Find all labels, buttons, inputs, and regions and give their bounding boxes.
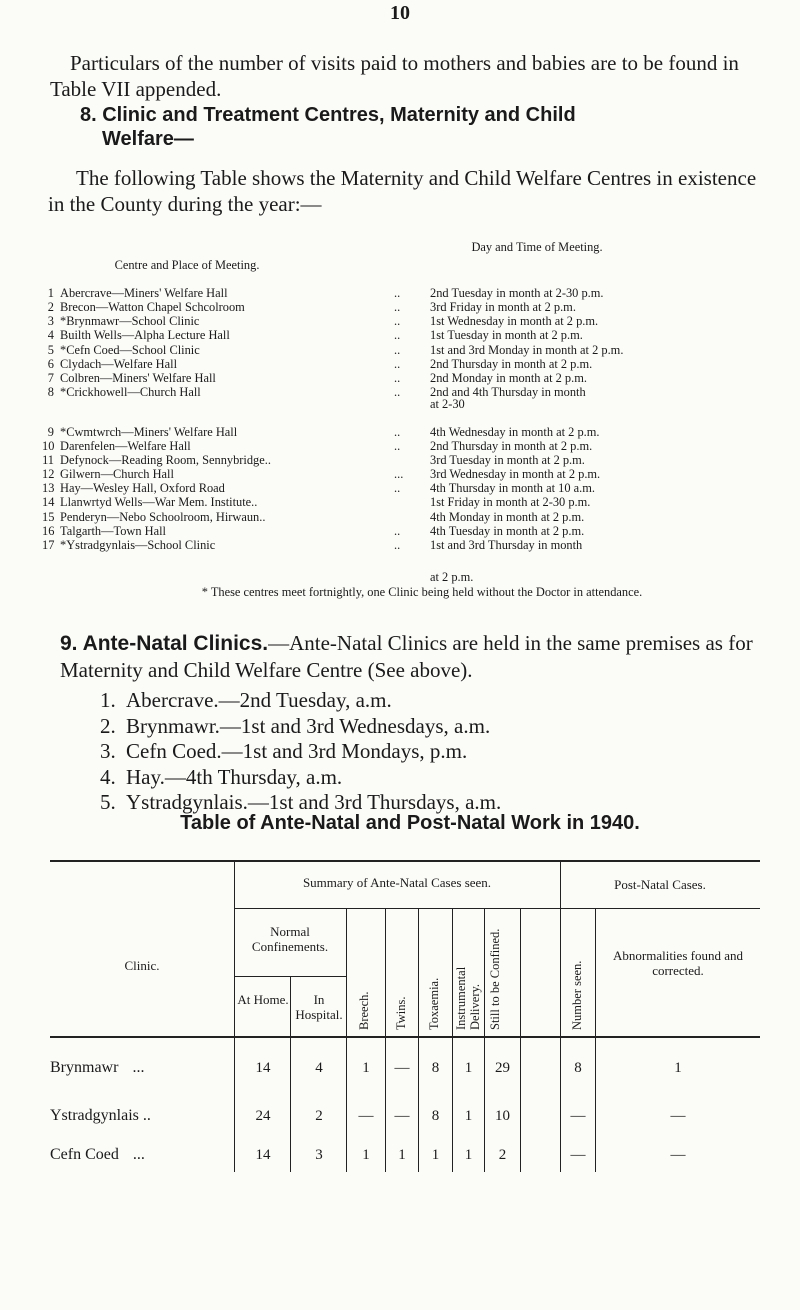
table-cell-instrumental: 1 [464,1108,473,1124]
schedule-place: Abercrave—Miners' Welfare Hall [60,286,228,300]
schedule-dots: .. [394,300,401,314]
schedule-row [42,328,762,343]
list-text: Ystradgynlais.—1st and 3rd Thursdays, a.m. [126,790,502,815]
schedule-place: *Brynmawr—School Clinic [60,314,200,328]
schedule-time: 3rd Friday in month at 2 p.m. [430,300,576,314]
section-8-heading [80,103,576,151]
schedule-time: 4th Monday in month at 2 p.m. [430,510,585,524]
table-cell-hospital: 3 [315,1147,323,1163]
table-cell-twins: 1 [398,1147,406,1163]
list-text: Hay.—4th Thursday, a.m. [126,764,343,789]
table-cell-breech: 1 [362,1147,370,1163]
clinic-name: Cefn Coed [50,1146,119,1163]
table-cell-still: 10 [495,1108,510,1124]
schedule-time: 1st Tuesday in month at 2 p.m. [430,328,583,342]
schedule-place: Darenfelen—Welfare Hall [60,439,191,453]
schedule-num: 16 [42,524,55,538]
schedule-time: 2nd Thursday in month at 2 p.m. [430,439,593,453]
schedule-place: Clydach—Welfare Hall [60,357,178,371]
header-breech: Breech. [357,991,371,1030]
header-instrumental-delivery: Instrumental Delivery. [454,966,482,1030]
schedule-row [42,439,762,454]
schedule-time: 4th Tuesday in month at 2 p.m. [430,524,585,538]
schedule-place: *Crickhowell—Church Hall [60,385,201,399]
ante-natal-list-item [100,714,501,740]
table-row-clinic [50,1146,145,1164]
list-number: 5. [100,790,116,815]
schedule-row [42,357,762,372]
table-row-clinic [50,1059,144,1077]
table-cell-home: 24 [255,1108,271,1124]
schedule-time: 4th Thursday in month at 10 a.m. [430,481,595,495]
header-twins: Twins. [394,996,408,1030]
table-cell-toxaemia: 8 [431,1108,440,1124]
schedule-row [42,343,762,358]
schedule-place: Hay—Wesley Hall, Oxford Road [60,481,225,495]
schedule-time: 2nd Tuesday in month at 2-30 p.m. [430,286,604,300]
schedule-place: *Cefn Coed—School Clinic [60,343,200,357]
table-cell-number: 8 [574,1060,582,1076]
list-number: 4. [100,764,116,789]
header-abnormalities: Abnormalities found and corrected. [613,948,743,978]
schedule-row [42,453,762,468]
section-9-heading: 9. Ante-Natal Clinics. [60,632,269,655]
header-in-hospital: In Hospital. [295,992,343,1022]
clinic-name: Brynmawr [50,1059,119,1076]
schedule-place: Defynock—Reading Room, Sennybridge.. [60,453,271,467]
header-ante-group: Summary of Ante-Natal Cases seen. [302,875,492,890]
schedule-time: 1st and 3rd Monday in month at 2 p.m. [430,343,624,357]
list-number: 3. [100,739,116,764]
schedule-time: 3rd Wednesday in month at 2 p.m. [430,467,601,481]
schedule-time: 3rd Tuesday in month at 2 p.m. [430,453,585,467]
table-cell-toxaemia: 8 [431,1060,440,1076]
list-number: 1. [100,688,116,712]
header-normal-confinements: Normal Confinements. [251,924,329,954]
table-cell-toxaemia: 1 [431,1147,440,1163]
schedule-row [42,495,762,510]
table-title: Table of Ante-Natal and Post-Natal Work in 1940. [180,812,640,834]
schedule-row [42,286,762,301]
schedule-time: 2nd and 4th Thursday in month [430,385,586,399]
schedule-place: Gilwern—Church Hall [60,467,174,481]
schedule-place: Llanwrtyd Wells—War Mem. Institute.. [60,495,258,509]
schedule-row [42,510,762,525]
schedule-dots: .. [394,524,401,538]
schedule-dots: .. [394,538,401,552]
page-number: 10 [390,2,410,24]
schedule-num: 3 [47,314,54,328]
schedule-time: 2nd Thursday in month at 2 p.m. [430,357,593,371]
schedule-time: 2nd Monday in month at 2 p.m. [430,371,587,385]
table-cell-home: 14 [255,1147,271,1163]
table-cell-breech: 1 [362,1060,370,1076]
section-8-paragraph: The following Table shows the Maternity and Child Welfare Centres in existence in the County during the year:— [48,166,757,216]
schedule-row [42,467,762,482]
schedule-dots: .. [394,371,401,385]
section-8-heading-line2: Welfare— [102,128,194,150]
schedule-num: 9 [47,425,54,439]
schedule-place: Colbren—Miners' Welfare Hall [60,371,216,385]
header-toxaemia: Toxaemia. [427,977,441,1030]
schedule-time: 1st Friday in month at 2-30 p.m. [430,495,591,509]
list-number: 2. [100,713,116,738]
schedule-dots: .. [394,328,401,342]
schedule-num: 13 [42,481,55,495]
schedule-num: 15 [42,510,55,524]
ante-post-natal-table [50,860,760,1172]
schedule-row [42,538,762,553]
section-9-text: —Ante-Natal Clinics are held in the same premises as for Maternity and Child Welfare Centre (See above). [60,631,753,682]
schedule-num: 2 [47,300,54,314]
table-cell-twins: — [394,1060,410,1076]
ante-natal-list-item [100,739,501,765]
clinic-leader-dots: .. [142,1107,151,1124]
schedule-dots: .. [394,314,401,328]
schedule-place: Builth Wells—Alpha Lecture Hall [60,328,230,342]
schedule-num: 17 [42,538,55,552]
schedule-row [42,371,762,386]
section-8-heading-line1: 8. Clinic and Treatment Centres, Maternity and Child [80,104,576,126]
header-at-home: At Home. [237,992,289,1007]
schedule-header-centre: Centre and Place of Meeting. [114,258,260,272]
schedule-time: 1st and 3rd Thursday in month [430,538,583,552]
ante-natal-list [100,688,501,816]
table-cell-home: 14 [255,1060,271,1076]
schedule-num: 1 [47,286,54,300]
list-text: Brynmawr.—1st and 3rd Wednesdays, a.m. [126,713,491,738]
schedule-num: 6 [47,357,54,371]
schedule-num: 8 [47,385,54,399]
schedule-dots: .. [394,385,401,399]
schedule-dots: .. [394,439,401,453]
schedule-place: Brecon—Watton Chapel Schcolroom [60,300,245,314]
schedule-dots: .. [394,286,401,300]
table-cell-hospital: 4 [315,1060,323,1076]
clinic-leader-dots: ... [132,1146,145,1163]
schedule-dots: .. [394,425,401,439]
schedule-dots: .. [394,481,401,495]
schedule-row [42,300,762,315]
table-cell-hospital: 2 [315,1108,323,1124]
table-cell-abnormal: 1 [674,1060,682,1076]
schedule-time: 4th Wednesday in month at 2 p.m. [430,425,600,439]
schedule-num: 10 [42,439,55,453]
schedule-row [42,314,762,329]
schedule-footnote: * These centres meet fortnightly, one Clinic being held without the Doctor in attendance. [201,585,643,599]
table-cell-abnormal: — [670,1108,686,1124]
ante-natal-list-item [100,688,501,714]
table-cell-number: — [570,1108,586,1124]
schedule-row [42,481,762,496]
header-clinic: Clinic. [124,958,160,973]
schedule-continuation-17: at 2 p.m. [430,570,474,584]
schedule-num: 4 [47,328,54,342]
schedule-num: 5 [47,343,54,357]
schedule-header-time: Day and Time of Meeting. [471,240,603,254]
schedule-place: *Cwmtwrch—Miners' Welfare Hall [60,425,238,439]
schedule-dots: ... [394,467,404,481]
schedule-row [42,524,762,539]
schedule-num: 7 [47,371,54,385]
schedule-num: 14 [42,495,55,509]
schedule-place: *Ystradgynlais—School Clinic [60,538,216,552]
table-cell-breech: — [358,1108,374,1124]
schedule-num: 12 [42,467,55,481]
table-cell-instrumental: 1 [464,1060,473,1076]
table-cell-abnormal: — [670,1147,686,1163]
schedule-place: Penderyn—Nebo Schoolroom, Hirwaun.. [60,510,266,524]
ante-natal-list-item [100,765,501,791]
section-9 [60,630,772,684]
schedule-dots: .. [394,357,401,371]
schedule-row [42,425,762,440]
list-text: Abercrave.—2nd Tuesday, a.m. [126,688,392,712]
table-cell-twins: — [394,1108,410,1124]
clinic-leader-dots: ... [132,1059,145,1076]
table-cell-still: 29 [495,1060,510,1076]
table-cell-still: 2 [498,1147,507,1163]
schedule-dots: .. [394,343,401,357]
header-still-to-be-confined: Still to be Confined. [488,928,502,1030]
table-row-clinic [50,1107,151,1125]
schedule-time: 1st Wednesday in month at 2 p.m. [430,314,599,328]
clinic-name: Ystradgynlais [50,1107,139,1124]
table-cell-number: — [570,1147,586,1163]
schedule-place: Talgarth—Town Hall [60,524,166,538]
list-text: Cefn Coed.—1st and 3rd Mondays, p.m. [126,739,468,764]
table-cell-instrumental: 1 [464,1147,473,1163]
schedule-num: 11 [42,453,54,467]
header-post-group: Post-Natal Cases. [614,877,706,892]
header-number-seen: Number seen. [570,960,584,1030]
intro-paragraph: Particulars of the number of visits paid to mothers and babies are to be found in Table VII appended. [50,51,739,101]
schedule-continuation-8: at 2-30 [430,397,465,411]
